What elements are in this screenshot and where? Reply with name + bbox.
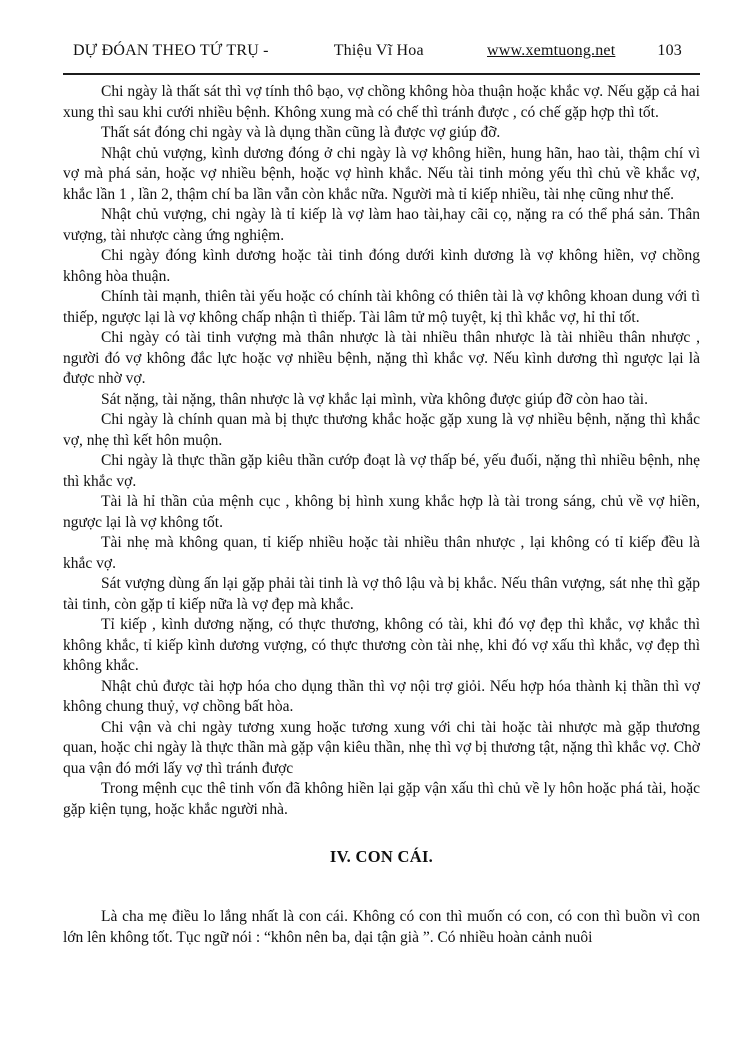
author-name: Thiệu Vĩ Hoa xyxy=(333,42,424,59)
body-text xyxy=(63,82,700,820)
page-header xyxy=(63,42,700,60)
paragraph: Chính tài mạnh, thiên tài yếu hoặc có chính tài không có thiên tài là vợ không khoan dung với tì thiếp, ngược lại là vợ không chấp nhận tì thiếp. Tài lâm tử mộ tuyệt, kị thì khắc vợ, hỉ thỉ tốt. xyxy=(63,288,700,326)
website-link[interactable]: www.xemtuong.net xyxy=(487,42,616,59)
paragraph: Tài nhẹ mà không quan, tỉ kiếp nhiều hoặc tài nhiều thân nhược , lại không có tỉ kiếp đều là khắc vợ. xyxy=(63,534,700,572)
paragraph: Nhật chủ được tài hợp hóa cho dụng thần thì vợ nội trợ giỏi. Nếu hợp hóa thành kị thần thì vợ không chung thuỷ, vợ chồng bất hòa. xyxy=(63,677,700,715)
paragraph: Chi ngày đóng kình dương hoặc tài tinh đóng dưới kình dương là vợ không hiền, vợ chồng không hòa thuận. xyxy=(63,247,700,285)
section-body-text xyxy=(63,907,700,948)
paragraph: Chi ngày là thực thần gặp kiêu thần cướp đoạt là vợ thấp bé, yếu đuối, nặng thì nhiều bệnh, nhẹ thì khắc vợ. xyxy=(63,452,700,490)
paragraph: Chi ngày là chính quan mà bị thực thương khắc hoặc gặp xung là vợ nhiều bệnh, nặng thì khắc vợ, nhẹ thì kết hôn muộn. xyxy=(63,411,700,449)
paragraph: Chi ngày có tài tinh vượng mà thân nhược là tài nhiều thân nhược là tài nhiều thân nhược , người đó vợ không đắc lực hoặc vợ nhiều bệnh, nặng thì khắc vợ. Nếu kình dương thì ngược lại là được nhờ vợ. xyxy=(63,329,700,387)
paragraph: Nhật chủ vượng, chi ngày là tỉ kiếp là vợ làm hao tài,hay cãi cọ, nặng ra có thể phá sản. Thân vượng, tài nhược càng ứng nghiệm. xyxy=(63,206,700,244)
page-number: 103 xyxy=(657,42,682,59)
paragraph: Nhật chủ vượng, kình dương đóng ở chi ngày là vợ không hiền, hung hãn, hao tài, thậm chí vì vợ mà phá sản, hoặc vợ nhiều bệnh, hoặc vợ hình khắc. Nếu tài tinh mỏng yếu thì chủ về khắc vợ, khắc lần 1 , lần 2, thậm chí ba lần vẫn còn khắc nữa. Người mà tỉ kiếp nhiều, tài nhẹ cũng như thế. xyxy=(63,144,700,203)
paragraph: Thất sát đóng chi ngày và là dụng thần cũng là được vợ giúp đỡ. xyxy=(101,124,501,141)
paragraph: Trong mệnh cục thê tinh vốn đã không hiền lại gặp vận xấu thì chủ về ly hôn hoặc phá tài, hoặc gặp kiện tụng, hoặc khắc người nhà. xyxy=(63,780,700,818)
section-heading: IV. CON CÁI. xyxy=(329,847,434,866)
paragraph: Tài là hỉ thần của mệnh cục , không bị hình xung khắc hợp là tài trong sáng, chủ về vợ hiền, ngược lại là vợ không tốt. xyxy=(63,493,700,531)
paragraph: Là cha mẹ điều lo lắng nhất là con cái. Không có con thì muốn có con, có con thì buồn vì con lớn lên không tốt. Tục ngữ nói : “khôn nên ba, dại tận già ”. Có nhiều hoàn cảnh nuôi xyxy=(63,908,700,946)
paragraph: Chi vận và chi ngày tương xung hoặc tương xung với chi tài hoặc tài nhược mà gặp thương quan, hoặc chi ngày là thực thần mà gặp vận kiêu thần, nhẹ thì vợ bị thương tật, nặng thì khắc vợ. Chờ qua vận đó mới lấy vợ thì tránh được xyxy=(63,718,700,777)
paragraph: Sát nặng, tài nặng, thân nhược là vợ khắc lại mình, vừa không được giúp đỡ còn hao tài. xyxy=(101,390,648,408)
paragraph: Chi ngày là thất sát thì vợ tính thô bạo, vợ chồng không hòa thuận hoặc khắc vợ. Nếu gặp cả hai xung thì sau khi cưới nhiều bệnh. Không xung mà có chế thì tránh được , có chế gặp hợp thì tốt. xyxy=(63,83,700,121)
paragraph: Sát vượng dùng ấn lại gặp phải tài tinh là vợ thô lậu và bị khắc. Nếu thân vượng, sát nhẹ thì gặp tài tinh, còn gặp tỉ kiếp nữa là vợ đẹp mà khắc. xyxy=(63,575,700,613)
paragraph: Tỉ kiếp , kình dương nặng, có thực thương, không có tài, khi đó vợ đẹp thì khắc, vợ khắc thì không khắc, tỉ kiếp kình dương vượng, có thực thương còn tài nhẹ, khi đó vợ xấu thì khắc, vợ đẹp thì không khắc. xyxy=(63,616,700,674)
header-divider xyxy=(63,73,700,75)
book-title: DỰ ĐÓAN THEO TỨ TRỤ - xyxy=(73,42,269,59)
